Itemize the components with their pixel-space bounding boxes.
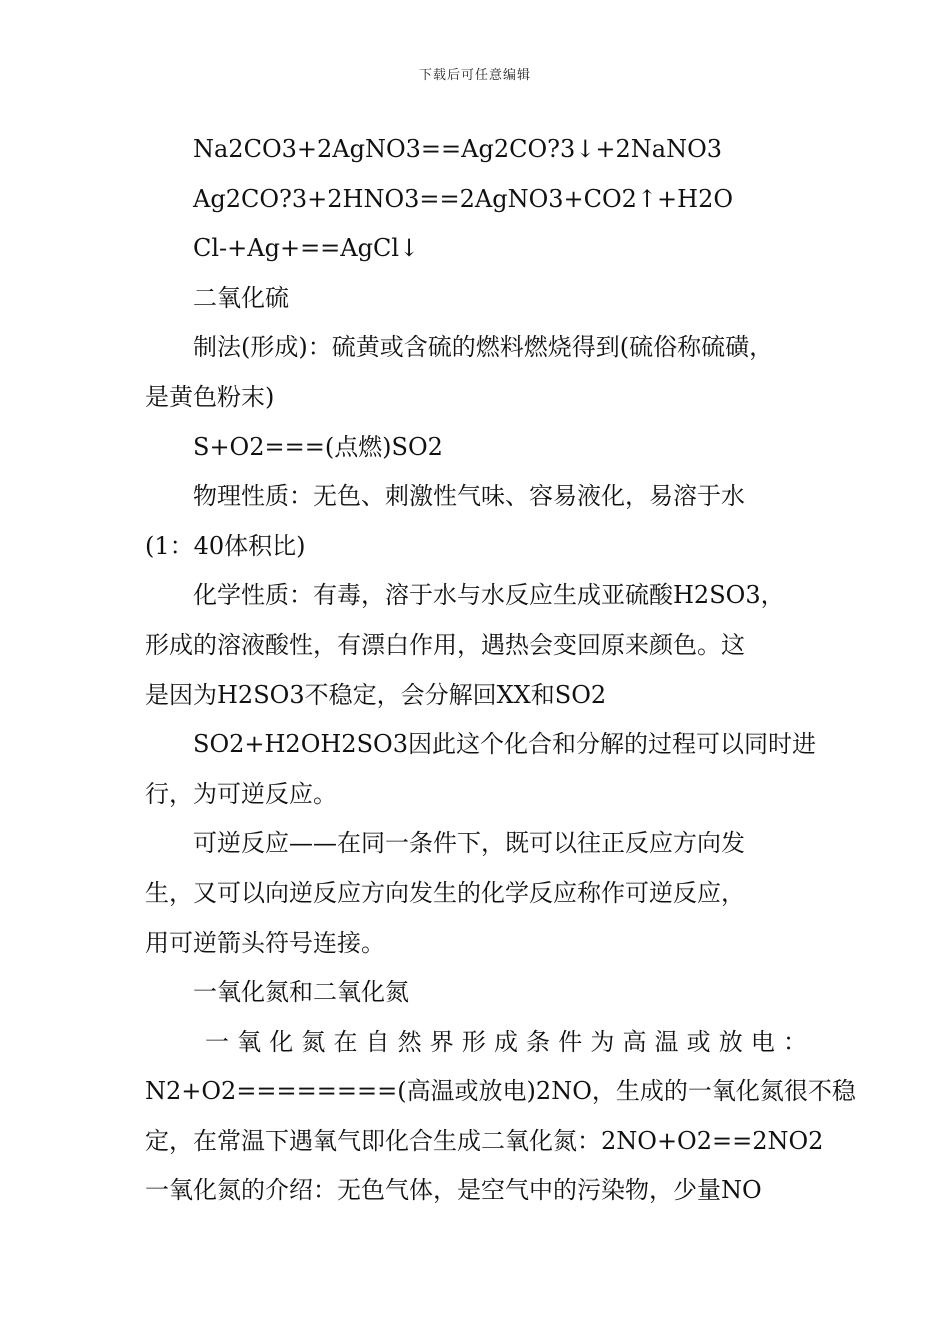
paragraph-line: 制法(形成)：硫黄或含硫的燃料燃烧得到(硫俗称硫磺，: [193, 333, 774, 362]
paragraph-line: 是黄色粉末): [145, 382, 275, 411]
equation-line: S+O2===(点燃)SO2: [193, 432, 443, 461]
paragraph-line: (1：40体积比): [145, 531, 306, 560]
paragraph-line: 是因为H2SO3不稳定，会分解回XX和SO2: [145, 680, 607, 709]
equation-line: Na2CO3+2AgNO3==Ag2CO?3↓+2NaNO3: [193, 135, 723, 163]
equation-line: Cl-+Ag+==AgCl↓: [193, 234, 420, 263]
paragraph-line: 化学性质：有毒，溶于水与水反应生成亚硫酸H2SO3，: [193, 581, 785, 610]
paragraph-line: 物理性质：无色、刺激性气味、容易液化，易溶于水: [193, 482, 745, 511]
paragraph-line: 行，为可逆反应。: [145, 779, 337, 808]
document-body: [145, 125, 856, 1216]
page-header: 下载后可任意编辑: [418, 68, 531, 83]
paragraph-line: SO2+H2OH2SO3因此这个化合和分解的过程可以同时进: [193, 730, 816, 759]
equation-line: Ag2CO?3+2HNO3==2AgNO3+CO2↑+H2O: [193, 184, 734, 213]
paragraph-line: N2+O2========(高温或放电)2NO，生成的一氧化氮很不稳: [145, 1077, 856, 1106]
paragraph-line: 生，又可以向逆反应方向发生的化学反应称作可逆反应，: [145, 878, 745, 907]
section-heading: 二氧化硫: [193, 283, 289, 312]
paragraph-line: 定，在常温下遇氧气即化合生成二氧化氮：2NO+O2==2NO2: [145, 1126, 824, 1155]
section-heading: 一氧化氮和二氧化氮: [193, 978, 409, 1007]
paragraph-line: 一氧化氮在自然界形成条件为高温或放电：: [205, 1027, 807, 1056]
paragraph-line: 用可逆箭头符号连接。: [145, 928, 385, 957]
paragraph-line: 可逆反应——在同一条件下，既可以往正反应方向发: [193, 829, 745, 858]
paragraph-line: 一氧化氮的介绍：无色气体，是空气中的污染物，少量NO: [145, 1176, 762, 1205]
paragraph-line: 形成的溶液酸性，有漂白作用，遇热会变回原来颜色。这: [145, 630, 745, 659]
